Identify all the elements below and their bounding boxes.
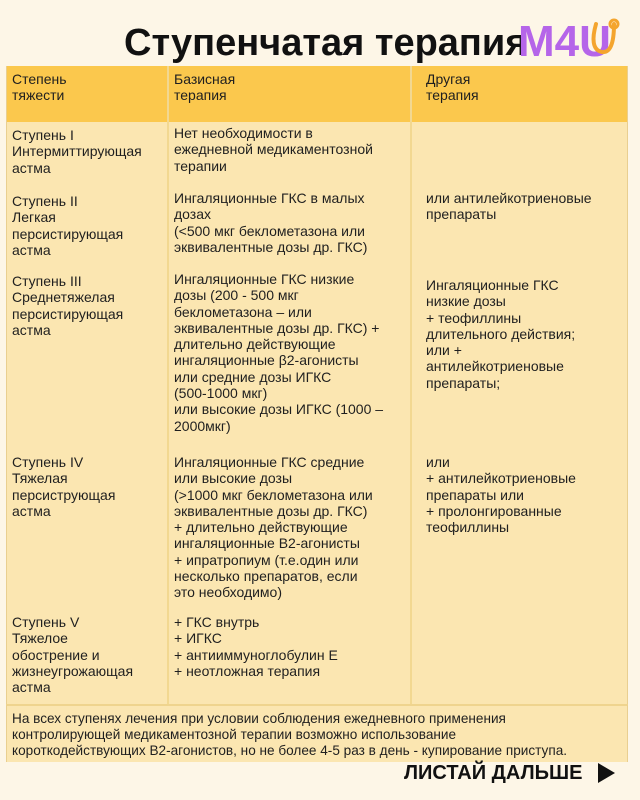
footnote-text <box>12 711 628 759</box>
play-arrow-icon <box>598 763 615 783</box>
footnote-line: На всех ступенях лечения при условии соблюдения ежедневного применения <box>12 711 506 726</box>
row-2-severity: Ступень II Легкая персистирующая астма <box>12 193 124 258</box>
row-4-severity: Ступень IV Тяжелая персиструющая астма <box>12 454 116 519</box>
header-severity: Степень тяжести <box>12 71 67 104</box>
column-divider <box>410 66 412 704</box>
row-3-severity: Ступень III Среднетяжелая персистирующая астма <box>12 273 124 338</box>
table-header <box>7 66 627 122</box>
logo-text: M4U <box>518 17 611 66</box>
row-4-other: или + антилейкотриеновые препараты или + пролонгированные теофиллины <box>426 454 576 536</box>
row-5-basic: + ГКС внутрь + ИГКС + антииммуноглобулин Е + неотложная терапия <box>174 614 338 679</box>
row-1-basic: Нет необходимости в ежедневной медикаментозной терапии <box>174 125 373 174</box>
header-other-therapy: Другая терапия <box>426 71 479 104</box>
row-1-severity: Ступень I Интермиттирующая астма <box>12 127 142 176</box>
header-basic-therapy: Базисная терапия <box>174 71 236 104</box>
page-title: Ступенчатая терапия <box>124 22 528 64</box>
footnote <box>6 704 628 762</box>
footnote-line: короткодействующих В2-агонистов, но не более 4-5 раз в день - купирование приступа. <box>12 743 568 758</box>
next-page-button[interactable] <box>404 760 624 786</box>
row-4-basic: Ингаляционные ГКС средние или высокие дозы (>1000 мкг беклометазона или эквивалентные дозы др. ГКС) + длительно действующие ингаляционные B2-агонисты + ипратропиум (т.е.один или несколько препаратов, если это необходимо) <box>174 454 373 601</box>
row-2-other: или антилейкотриеновые препараты <box>426 190 592 223</box>
therapy-table <box>6 66 628 704</box>
column-divider <box>167 66 169 704</box>
next-page-label: ЛИСТАЙ ДАЛЬШЕ <box>404 762 583 784</box>
row-5-severity: Ступень V Тяжелое обострение и жизнеугрожающая астма <box>12 614 134 696</box>
row-3-other: Ингаляционные ГКС низкие дозы + теофиллины длительного действия; или + антилейкотриеновые препараты; <box>426 277 576 391</box>
footnote-line: контролирующей медикаментозной терапии возможно использование <box>12 727 457 742</box>
row-3-basic: Ингаляционные ГКС низкие дозы (200 - 500 мкг беклометазона – или эквивалентные дозы др. ГКС) + длительно действующие ингаляционные β2-агонисты или средние дозы ИГКС (500-1000 мкг) или высокие дозы ИГКС (1000 – 2000мкг) <box>174 271 384 434</box>
row-2-basic: Ингаляционные ГКС в малых дозах (<500 мкг беклометазона или эквивалентные дозы др. ГКС) <box>174 190 368 255</box>
m4u-logo <box>518 14 630 72</box>
